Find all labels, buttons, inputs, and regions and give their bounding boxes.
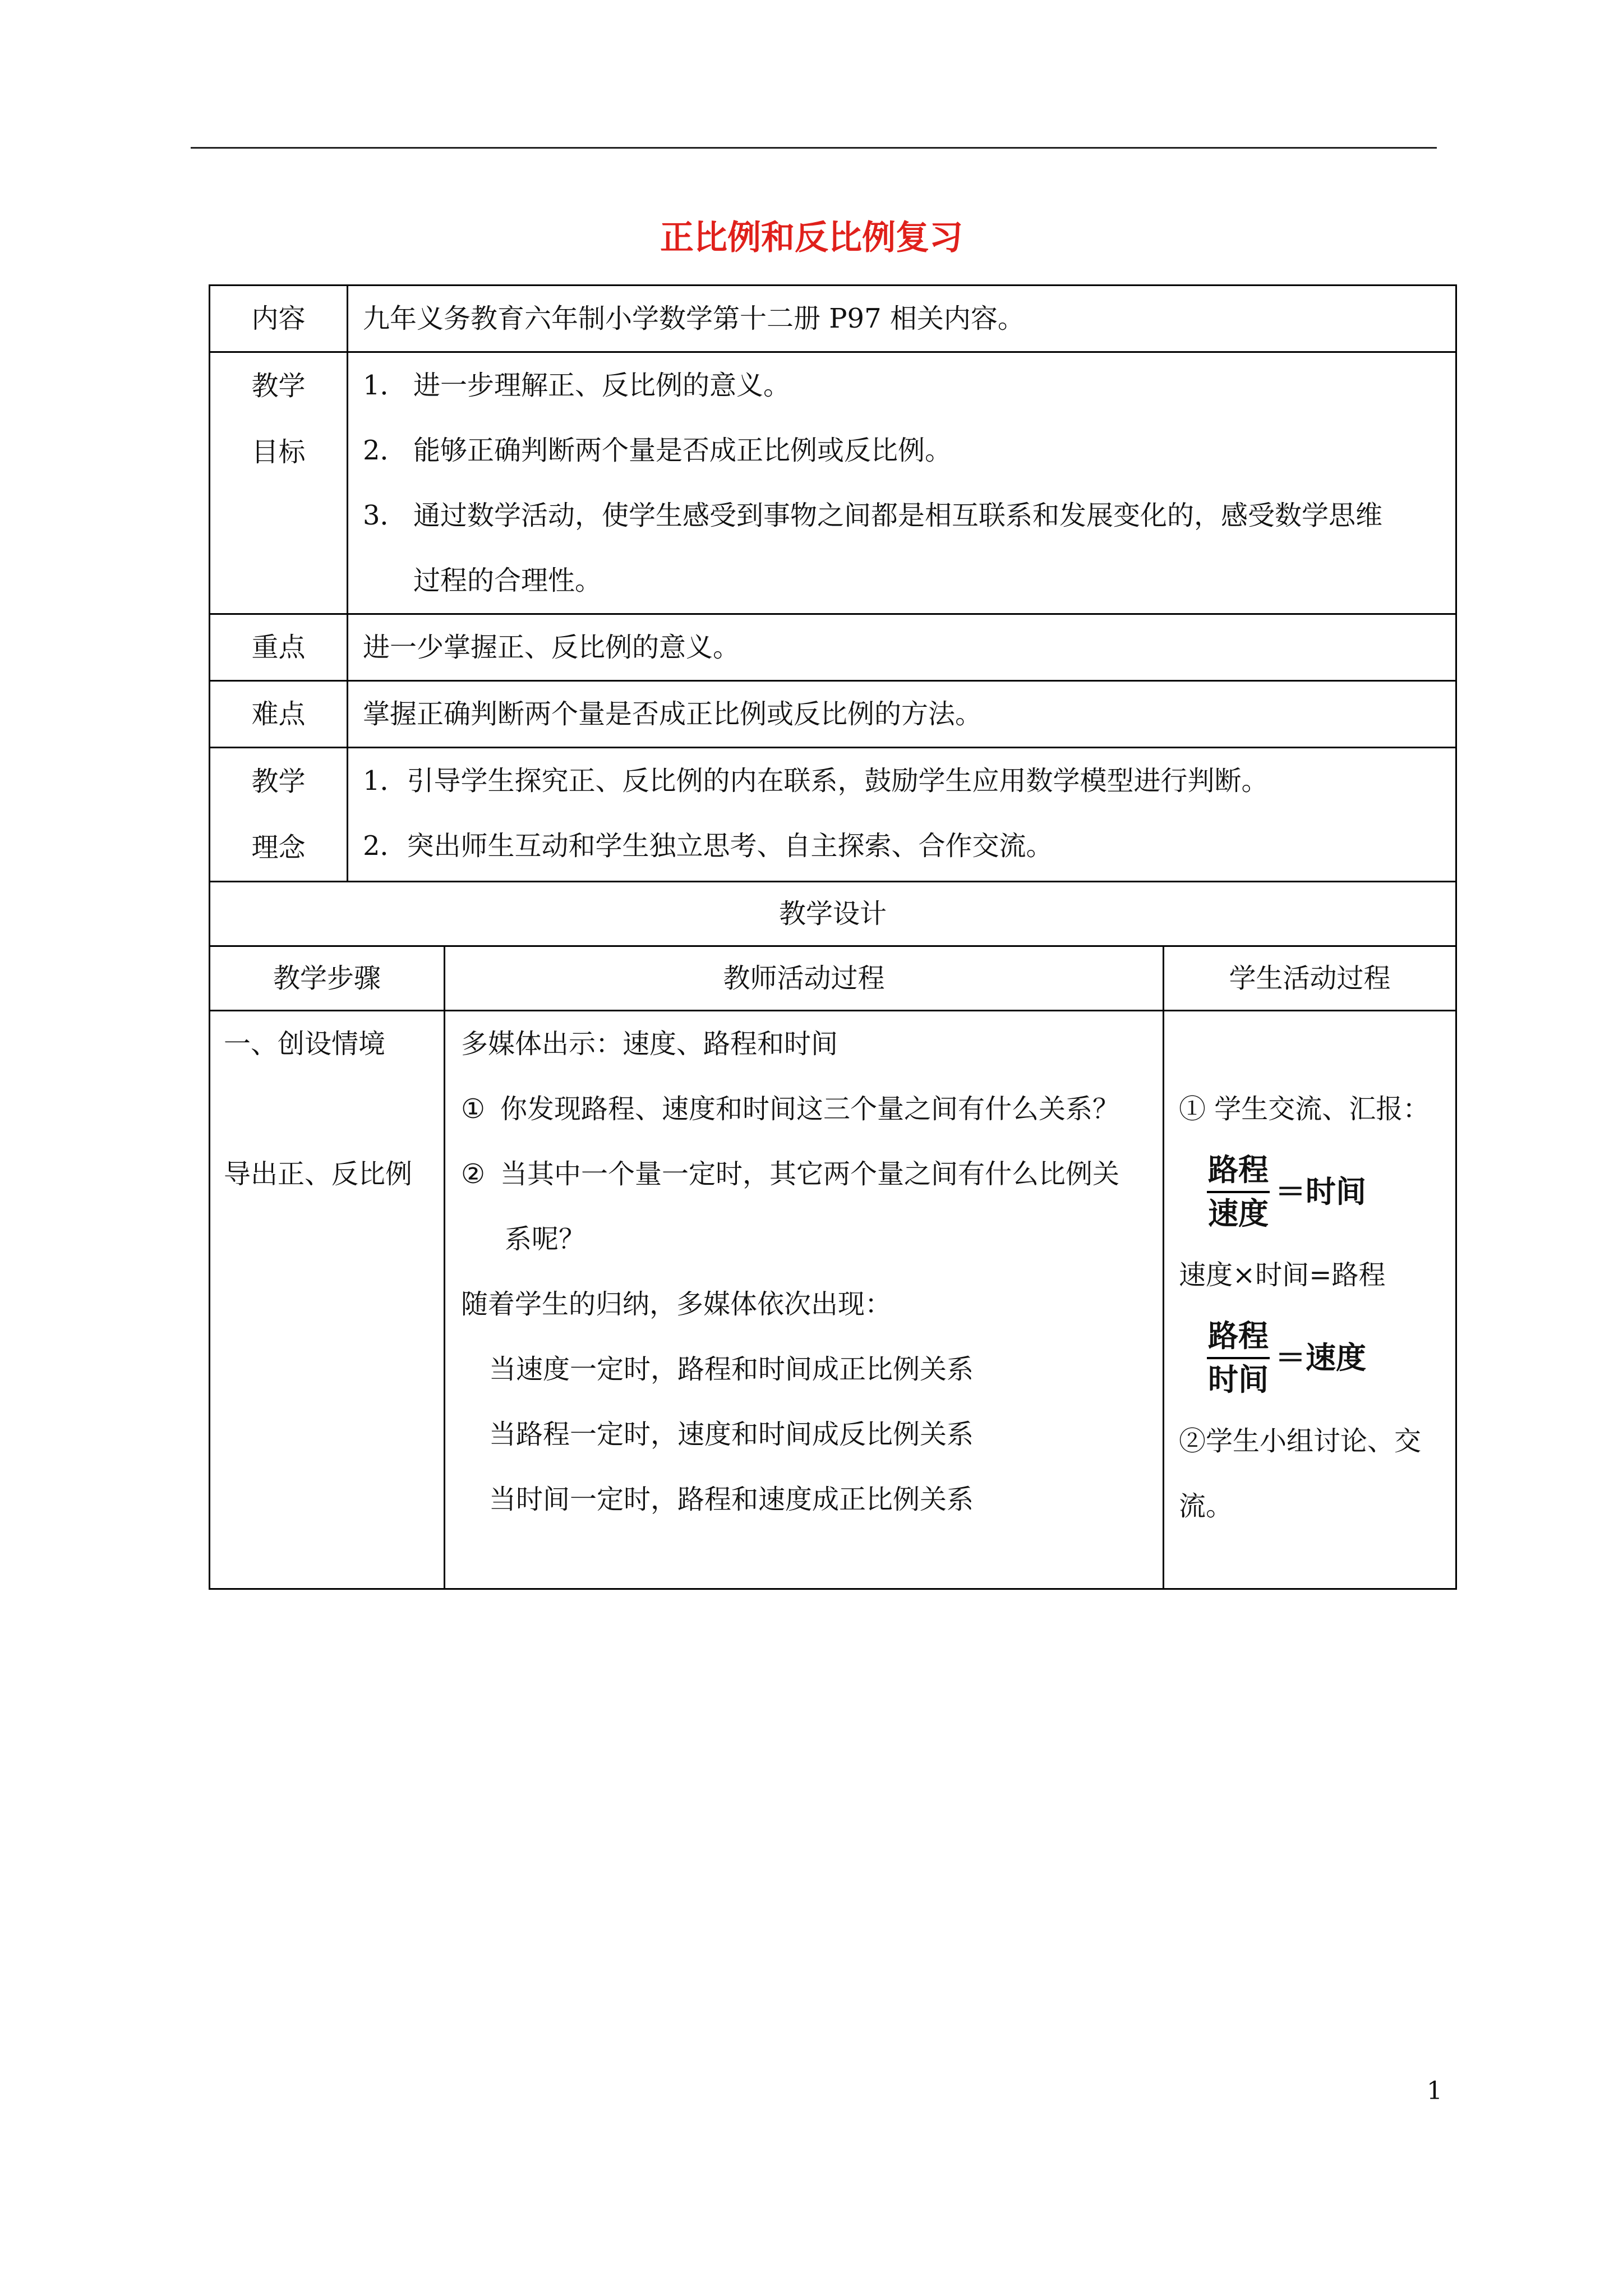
teacher-follow: 随着学生的归纳，多媒体依次出现： — [461, 1289, 892, 1320]
row-key-point — [210, 614, 1456, 681]
difficulty-label: 难点 — [210, 681, 348, 748]
step-item: 一、创设情境 — [224, 1028, 386, 1060]
philosophy-label — [210, 748, 348, 882]
philosophy-label-line2: 理念 — [251, 832, 306, 863]
formula-product: 速度×时间=路程 — [1179, 1259, 1386, 1291]
fraction: $\frac{\text{路程}}{\text{速度}}$ — [1207, 1149, 1270, 1235]
content-label: 内容 — [210, 286, 348, 352]
student-report: ① 学生交流、汇报： — [1179, 1093, 1430, 1125]
formula-speed: $\frac{\text{路程}}{\text{时间}}$ ＝速度 — [1207, 1308, 1450, 1409]
page-number: 1 — [1427, 2077, 1442, 2105]
row-philosophy — [210, 748, 1456, 882]
teacher-cell — [445, 1011, 1164, 1589]
document-title: 正比例和反比例复习 — [660, 218, 963, 257]
row-design-body — [210, 1011, 1456, 1589]
goals-label-line2: 目标 — [251, 436, 306, 468]
teacher-question-2-cont: 系呢？ — [505, 1223, 586, 1255]
step-item: 导出正、反比例 — [224, 1158, 413, 1190]
formula-time: $\frac{\text{路程}}{\text{速度}}$ ＝时间 — [1207, 1142, 1450, 1243]
philosophy-item: 2．突出师生互动和学生独立思考、自主探索、合作交流。 — [363, 830, 1053, 862]
header-rule — [191, 147, 1437, 149]
philosophy-label-line1: 教学 — [251, 766, 306, 797]
row-goals — [210, 352, 1456, 614]
philosophy-item: 1．引导学生探究正、反比例的内在联系，鼓励学生应用数学模型进行判断。 — [363, 765, 1269, 797]
teacher-relation: 当速度一定时，路程和时间成正比例关系 — [489, 1354, 974, 1385]
col-header-steps: 教学步骤 — [210, 946, 445, 1011]
lesson-plan-table — [209, 284, 1457, 1590]
design-header: 教学设计 — [210, 882, 1456, 946]
key-point-text: 进一少掌握正、反比例的意义。 — [348, 614, 1456, 681]
goals-label-line1: 教学 — [251, 370, 306, 402]
fraction: $\frac{\text{路程}}{\text{时间}}$ — [1207, 1315, 1270, 1401]
steps-cell — [210, 1011, 445, 1589]
goal-item: 3． 通过数学活动，使学生感受到事物之间都是相互联系和发展变化的，感受数学思维 — [363, 500, 1383, 531]
goal-item-continuation: 过程的合理性。 — [413, 565, 602, 596]
student-discuss: ②学生小组讨论、交 — [1179, 1425, 1422, 1457]
teacher-relation: 当路程一定时，速度和时间成反比例关系 — [489, 1419, 974, 1450]
student-cell — [1164, 1011, 1456, 1589]
goal-item: 1． 进一步理解正、反比例的意义。 — [363, 370, 791, 401]
row-content — [210, 286, 1456, 352]
goal-item: 2． 能够正确判断两个量是否成正比例或反比例。 — [363, 435, 952, 466]
student-discuss-cont: 流。 — [1179, 1490, 1233, 1522]
teacher-question-1: ① 你发现路程、速度和时间这三个量之间有什么关系？ — [461, 1093, 1120, 1125]
key-point-label: 重点 — [210, 614, 348, 681]
teacher-intro: 多媒体出示：速度、路程和时间 — [461, 1028, 838, 1060]
philosophy-list — [348, 748, 1456, 882]
goals-list — [348, 352, 1456, 614]
col-header-teacher: 教师活动过程 — [445, 946, 1164, 1011]
content-text: 九年义务教育六年制小学数学第十二册 P97 相关内容。 — [348, 286, 1456, 352]
teacher-question-2: ② 当其中一个量一定时，其它两个量之间有什么比例关 — [461, 1158, 1120, 1190]
teacher-relation: 当时间一定时，路程和速度成正比例关系 — [489, 1484, 974, 1515]
goals-label — [210, 352, 348, 614]
col-header-student: 学生活动过程 — [1164, 946, 1456, 1011]
row-difficulty — [210, 681, 1456, 748]
difficulty-text: 掌握正确判断两个量是否成正比例或反比例的方法。 — [348, 681, 1456, 748]
row-design-header — [210, 882, 1456, 946]
row-column-headers — [210, 946, 1456, 1011]
